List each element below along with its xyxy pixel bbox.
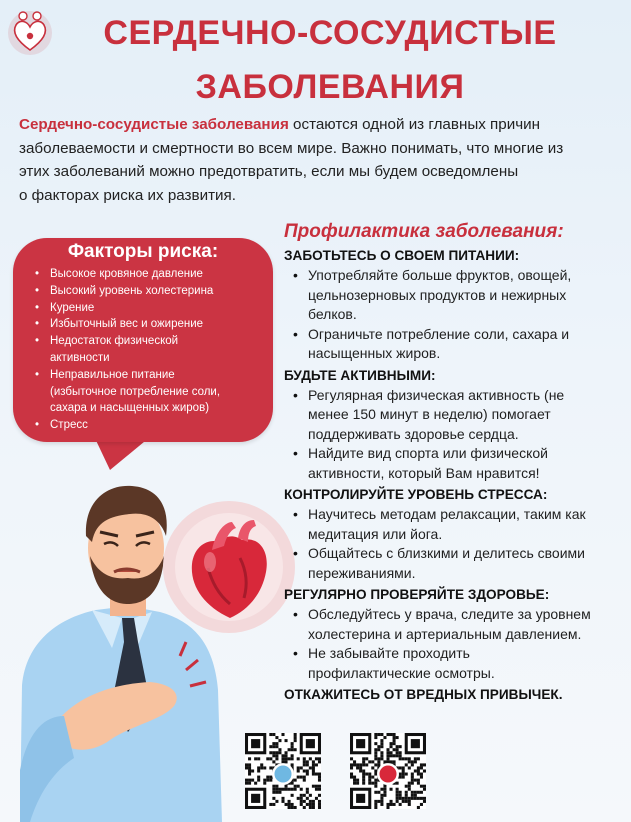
risk-factor-text: активности xyxy=(50,351,110,364)
heart-illustration xyxy=(160,498,298,636)
risk-factor-text: • Неправильное питание xyxy=(50,368,175,381)
prevention-item-text: белков. xyxy=(308,306,357,322)
prevention-item-text: • Употребляйте больше фруктов, овощей, xyxy=(308,267,572,283)
final-advice: ОТКАЖИТЕСЬ ОТ ВРЕДНЫХ ПРИВЫЧЕК. xyxy=(284,687,563,702)
prevention-item xyxy=(284,605,619,644)
qr-code-icon[interactable] xyxy=(350,733,426,809)
title-line-2: ЗАБОЛЕВАНИЯ xyxy=(195,68,465,106)
risk-factor-item xyxy=(35,333,265,367)
risk-factor-text: • Высокое кровяное давление xyxy=(50,268,203,280)
prevention-heading: БУДЬТЕ АКТИВНЫМИ: xyxy=(284,367,436,383)
prevention-item xyxy=(284,444,619,483)
prevention-item-text: • Обследуйтесь у врача, следите за уровнем xyxy=(308,606,591,622)
prevention-item-text: цельнозерновых продуктов и нежирных xyxy=(308,286,567,303)
prevention-item xyxy=(284,505,619,544)
prevention-item-text: • Общайтесь с близкими и делитесь своими xyxy=(308,545,585,561)
risk-factor-text: • Высокий уровень холестерина xyxy=(50,284,214,297)
prevention-list xyxy=(284,266,619,364)
risk-factors-bubble xyxy=(13,238,273,442)
prevention-item-text: • Не забывайте проходить xyxy=(308,645,470,661)
prevention-item-text: активности, который Вам нравится! xyxy=(308,464,540,481)
page-title xyxy=(70,6,590,114)
intro-line-1: остаются одной из главных причин xyxy=(288,116,540,133)
prevention-list xyxy=(284,605,619,683)
prevention-item-text: • Научитесь методам релаксации, таким как xyxy=(308,506,586,522)
intro-line-2: заболеваемости и смертности во всем мире. Важно понимать, что многие из xyxy=(19,139,564,157)
risk-factor-text: (избыточное потребление соли, xyxy=(50,385,221,398)
prevention-title: Профилактика заболевания: xyxy=(284,221,564,242)
risk-factor-text: • Недостаток физической xyxy=(50,335,179,348)
risk-factor-item xyxy=(35,266,265,283)
risk-factor-text: • Избыточный вес и ожирение xyxy=(50,318,204,331)
risk-factor-item xyxy=(35,417,265,434)
risk-factors-list xyxy=(35,266,265,434)
prevention-heading: КОНТРОЛИРУЙТЕ УРОВЕНЬ СТРЕССА: xyxy=(284,487,548,502)
title-line-1: СЕРДЕЧНО-СОСУДИСТЫЕ xyxy=(103,14,557,52)
intro-line-3: этих заболеваний можно предотвратить, если мы будем осведомлены xyxy=(19,163,519,180)
prevention-item xyxy=(284,266,619,325)
prevention-item xyxy=(284,544,619,583)
logo-icon xyxy=(6,6,54,58)
prevention-item-text: поддерживать здоровье сердца. xyxy=(308,425,519,442)
prevention-item xyxy=(284,325,619,364)
prevention-item-text: • Найдите вид спорта или физической xyxy=(308,445,548,461)
prevention-item-text: медитация или йога. xyxy=(308,525,443,542)
prevention-item xyxy=(284,644,619,683)
risk-factor-text: • Стресс xyxy=(50,419,88,432)
risk-factor-item xyxy=(35,300,265,317)
risk-factors-title: Факторы риска: xyxy=(67,241,219,262)
intro-line-4: о факторах риска их развития. xyxy=(19,186,236,204)
prevention-list xyxy=(284,505,619,583)
prevention-item-text: • Ограничьте потребление соли, сахара и xyxy=(308,325,570,342)
risk-factor-text: сахара и насыщенных жиров) xyxy=(50,402,210,415)
prevention-item xyxy=(284,386,619,445)
prevention-heading: ЗАБОТЬТЕСЬ О СВОЕМ ПИТАНИИ: xyxy=(284,248,520,263)
prevention-section xyxy=(284,246,619,704)
risk-factor-item xyxy=(35,367,265,417)
risk-factor-item xyxy=(35,283,265,300)
prevention-list xyxy=(284,386,619,484)
intro-highlight: Сердечно-сосудистые заболевания xyxy=(19,116,289,133)
prevention-item-text: профилактические осмотры. xyxy=(308,664,495,681)
intro-paragraph xyxy=(19,113,619,207)
prevention-item-text: менее 150 минут в неделю) помогает xyxy=(308,406,551,422)
prevention-item-text: холестерина и артериальным давлением. xyxy=(308,625,582,642)
risk-factor-text: • Курение xyxy=(50,301,95,314)
prevention-item-text: переживаниями. xyxy=(308,564,416,581)
prevention-heading: РЕГУЛЯРНО ПРОВЕРЯЙТЕ ЗДОРОВЬЕ: xyxy=(284,587,550,602)
prevention-item-text: • Регулярная физическая активность (не xyxy=(308,386,565,403)
risk-factor-item xyxy=(35,316,265,333)
qr-code-icon[interactable] xyxy=(245,733,321,809)
prevention-item-text: насыщенных жиров. xyxy=(308,345,441,361)
